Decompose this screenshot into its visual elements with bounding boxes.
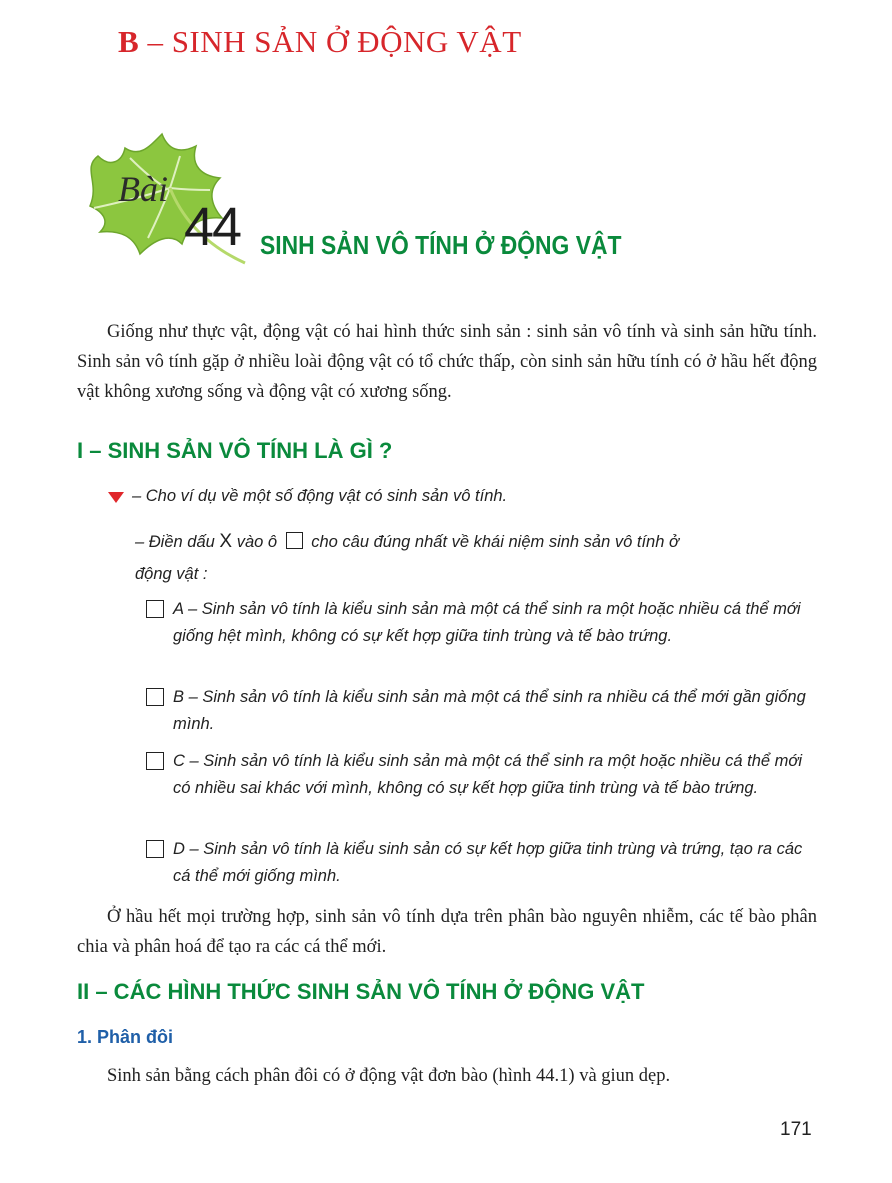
option-a-label: A – Sinh sản vô tính là kiểu sinh sản mà một cá thể sinh ra một hoặc nhiều cá thể mới giống hệt mình, không có sự kết hợp giữa tinh trùng và tế bào trứng. <box>173 600 801 645</box>
lesson-word: Bài <box>118 169 168 209</box>
task2-middle: vào ô <box>236 533 278 551</box>
option-d-label: D – Sinh sản vô tính là kiểu sinh sản có sự kết hợp giữa tinh trùng và trứng, tạo ra các cá thể mới giống mình. <box>173 840 803 885</box>
section2-heading: II – CÁC HÌNH THỨC SINH SẢN VÔ TÍNH Ở ĐỘNG VẬT <box>77 979 645 1004</box>
task2-suffix: cho câu đúng nhất về khái niệm sinh sản vô tính ở <box>311 533 679 551</box>
option-a-text <box>173 596 823 650</box>
section1-heading: I – SINH SẢN VÔ TÍNH LÀ GÌ ? <box>77 438 393 463</box>
part-title <box>118 24 522 60</box>
subsection1-heading: 1. Phân đôi <box>77 1027 174 1047</box>
part-title-text: – SINH SẢN Ở ĐỘNG VẬT <box>139 24 522 59</box>
option-c-label: C – Sinh sản vô tính là kiểu sinh sản mà một cá thể sinh ra một hoặc nhiều cá thể mới có nhiều sai khác với mình, không có sự kết hợp giữa tinh trùng và tế bào trứng. <box>173 752 803 797</box>
option-d-checkbox[interactable] <box>146 840 164 858</box>
option-b-label: B – Sinh sản vô tính là kiểu sinh sản mà một cá thể sinh ra nhiều cá thể mới gần giống mình. <box>173 688 806 733</box>
option-a-checkbox[interactable] <box>146 600 164 618</box>
task2-continuation: động vật : <box>135 565 208 583</box>
task1-text: – Cho ví dụ về một số động vật có sinh sản vô tính. <box>132 487 508 505</box>
option-b-text <box>173 684 823 738</box>
lesson-number: 44 <box>184 197 241 257</box>
task2-mark: X <box>219 531 233 552</box>
subsection1-text: Sinh sản bằng cách phân đôi có ở động vật đơn bào (hình 44.1) và giun dẹp. <box>107 1066 671 1086</box>
option-d-text <box>173 836 823 890</box>
task2-text <box>135 531 679 553</box>
option-b-checkbox[interactable] <box>146 688 164 706</box>
option-c-checkbox[interactable] <box>146 752 164 770</box>
page-number: 171 <box>780 1119 812 1140</box>
task-triangle-icon <box>108 492 124 503</box>
task2-prefix: – Điền dấu <box>135 533 215 551</box>
intro-paragraph: Giống như thực vật, động vật có hai hình thức sinh sản : sinh sản vô tính và sinh sản hữu tính. Sinh sản vô tính gặp ở nhiều loài động vật có tổ chức thấp, còn sinh sản hữu tính có ở hầu hết động vật không xương sống và động vật có xương sống. <box>77 322 817 402</box>
conclusion-paragraph: Ở hầu hết mọi trường hợp, sinh sản vô tính dựa trên phân bào nguyên nhiễm, các tế bào phân chia và phân hoá để tạo ra các cá thể mới. <box>77 907 817 957</box>
option-c-text <box>173 748 823 802</box>
part-letter: B <box>118 24 140 59</box>
inline-checkbox-icon <box>286 532 303 549</box>
lesson-title: SINH SẢN VÔ TÍNH Ở ĐỘNG VẬT <box>260 230 622 260</box>
